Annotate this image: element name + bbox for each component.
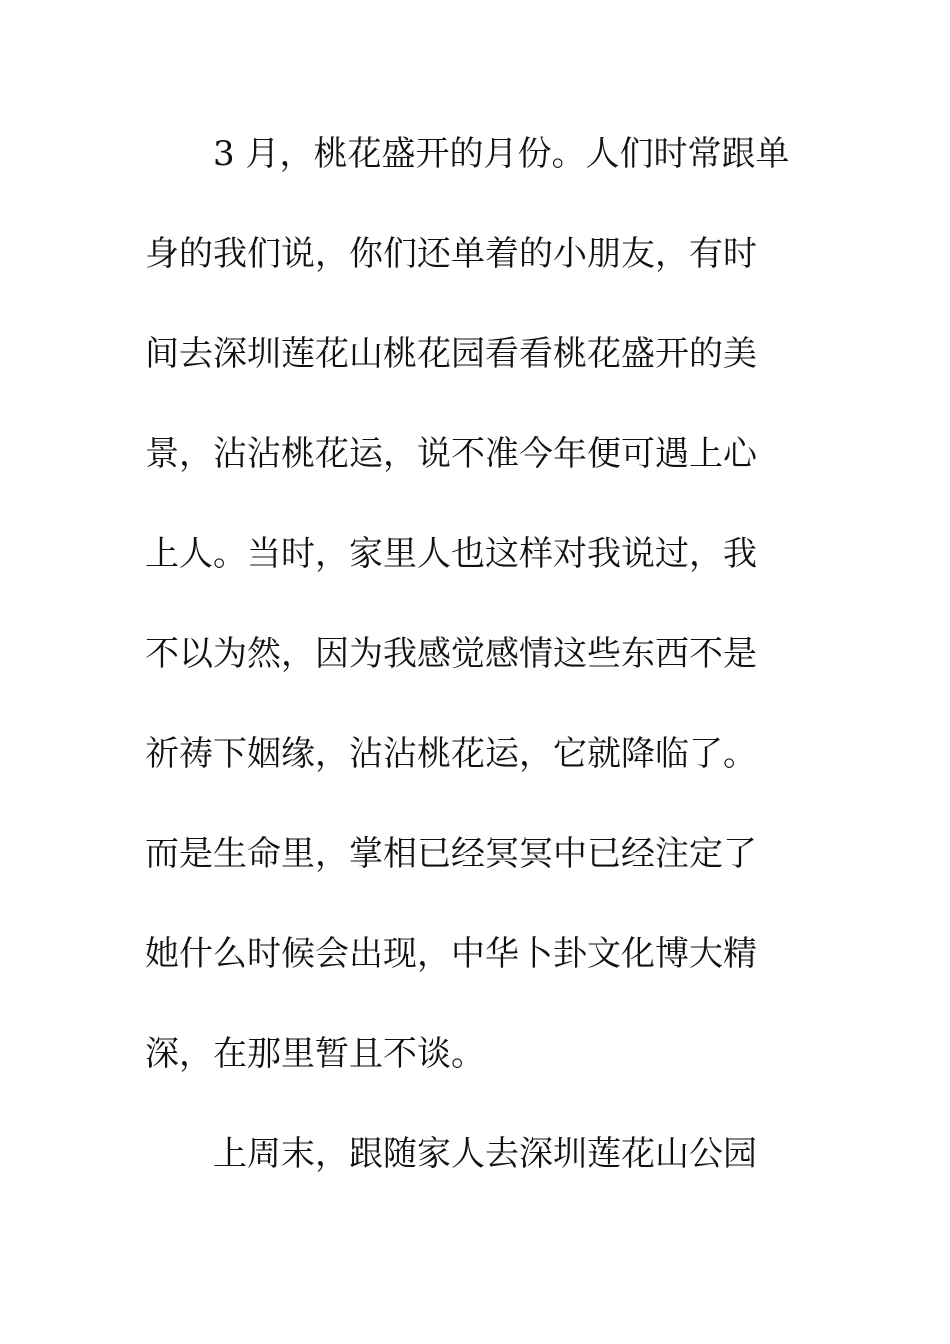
paragraph-1-line-6: 不以为然，因为我感觉感情这些东西不是 — [145, 634, 757, 674]
paragraph-1-line-10: 深，在那里暂且不谈。 — [145, 1034, 485, 1074]
paragraph-1-line-7: 祈祷下姻缘，沾沾桃花运，它就降临了。 — [145, 734, 757, 774]
paragraph-1-line-2: 身的我们说，你们还单着的小朋友，有时 — [145, 234, 757, 274]
paragraph-1-line-9: 她什么时候会出现，中华卜卦文化博大精 — [145, 934, 757, 974]
paragraph-2-line-1: 上周末，跟随家人去深圳莲花山公园 — [213, 1134, 757, 1174]
paragraph-1-line-1: 3 月，桃花盛开的月份。人们时常跟单 — [213, 134, 790, 174]
paragraph-1-line-4: 景，沾沾桃花运，说不准今年便可遇上心 — [145, 434, 757, 474]
paragraph-1-line-3: 间去深圳莲花山桃花园看看桃花盛开的美 — [145, 334, 757, 374]
paragraph-1-line-5: 上人。当时，家里人也这样对我说过，我 — [145, 534, 757, 574]
paragraph-1-line-8: 而是生命里，掌相已经冥冥中已经注定了 — [145, 834, 757, 874]
